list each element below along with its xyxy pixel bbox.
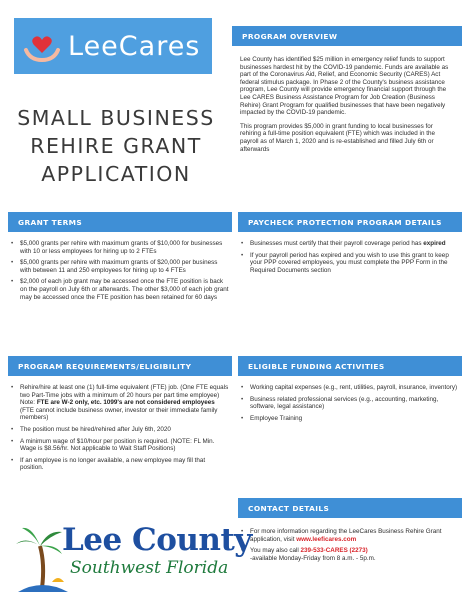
title-line-3: APPLICATION <box>41 162 191 186</box>
ppp-item: • Businesses must certify that their payroll coverage period has expired <box>240 240 460 248</box>
logo-text: LeeCares <box>68 30 201 62</box>
contact-header: CONTACT DETAILS <box>238 498 462 518</box>
leecares-logo <box>14 18 212 74</box>
grant-term-item: • $5,000 grants per rehire with maximum grants of $20,000 per business with between 11 and 250 employees for hiring up to 4 FTEs <box>10 259 230 274</box>
eligible-item: • Working capital expenses (e.g., rent, utilities, payroll, insurance, inventory) <box>240 384 460 392</box>
grant-terms-body <box>10 240 230 305</box>
requirement-item: • The position must be hired/rehired after July 6th, 2020 <box>10 426 230 434</box>
website-link[interactable]: www.leeficares.com <box>296 535 357 543</box>
grant-terms-header: GRANT TERMS <box>8 212 232 232</box>
ppp-item: • If your payroll period has expired and you wish to use this grant to keep your PPP covered employees, you must complete the PPP Form in the Required Documents section <box>240 252 460 275</box>
hands-heart-icon <box>22 26 62 66</box>
ppp-header: PAYCHECK PROTECTION PROGRAM DETAILS <box>238 212 462 232</box>
phone-number[interactable]: 239-533-CARES (2273) <box>300 547 368 555</box>
requirement-item: • A minimum wage of $10/hour per position is required. (NOTE: FL Min. Wage is $8.56/hr. Not applicable to Wait Staff Positions) <box>10 438 230 453</box>
ppp-body <box>240 240 460 278</box>
eligible-item: • Employee Training <box>240 415 460 423</box>
eligible-header: ELIGIBLE FUNDING ACTIVITIES <box>238 356 462 376</box>
overview-paragraph-1: Lee County has identified $25 million in emergency relief funds to support businesses hardest hit by the COVID-19 pandemic. Funds are available as part of the Coronavirus Aid, Relief, and Economic Security (CARES) Act federal stimulus package. In Phase 2 of the County's business assistance program, Lee County will provide emergency financial support through the Lee CARES Business Assistance Program for Job Creation (Business Rehire) Grant Program for qualified businesses that have been negatively impacted by the COVID-19 pandemic. <box>240 56 449 117</box>
eligible-item: • Business related professional services (e.g., accounting, marketing, software, legal assistance) <box>240 396 460 411</box>
county-logo-name: Lee County <box>62 522 252 558</box>
program-overview-header: PROGRAM OVERVIEW <box>232 26 462 46</box>
eligible-body <box>240 384 460 426</box>
contact-body <box>240 528 460 566</box>
county-logo-subtitle: Southwest Florida <box>70 558 229 578</box>
contact-item: • You may also call 239-533-CARES (2273) -available Monday-Friday from 8 a.m. - 5p.m. <box>240 547 460 562</box>
title-line-1: SMALL BUSINESS <box>17 106 215 130</box>
grant-term-item: • $5,000 grants per rehire with maximum grants of $10,000 for businesses with 10 or less employees for hiring up to 2 FTEs <box>10 240 230 255</box>
requirements-body <box>10 384 230 476</box>
page-title <box>0 104 232 188</box>
program-overview-body <box>240 56 454 159</box>
overview-paragraph-2: This program provides $5,000 in grant funding to local businesses for rehiring a full-time position equivalent (FTE) which was included in the payroll as of March 1, 2020 and is re-established and filled July 6th or afterwards <box>240 122 435 153</box>
contact-item: • For more information regarding the LeeCares Business Rehire Grant application, visit www.leeficares.com <box>240 528 460 543</box>
requirement-item: • If an employee is no longer available, a new employee may fill that position. <box>10 457 230 472</box>
requirements-header: PROGRAM REQUIREMENTS/ELIGIBILITY <box>8 356 232 376</box>
requirement-item: • Rehire/hire at least one (1) full-time equivalent (FTE) job. (One FTE equals two Part-Time jobs with a minimum of 20 hours per part time employee) Note: FTE are W-2 only, etc. 1099's are not considered employees (FTE cannot include business owner, investor or their immediate family members) <box>10 384 230 422</box>
grant-term-item: • $2,000 of each job grant may be accessed once the FTE position is back on the payroll on July 6th or afterwards. The other $3,000 of each job grant may be accessed once the FTE position has been retained for 60 days <box>10 278 230 301</box>
title-line-2: REHIRE GRANT <box>30 134 202 158</box>
